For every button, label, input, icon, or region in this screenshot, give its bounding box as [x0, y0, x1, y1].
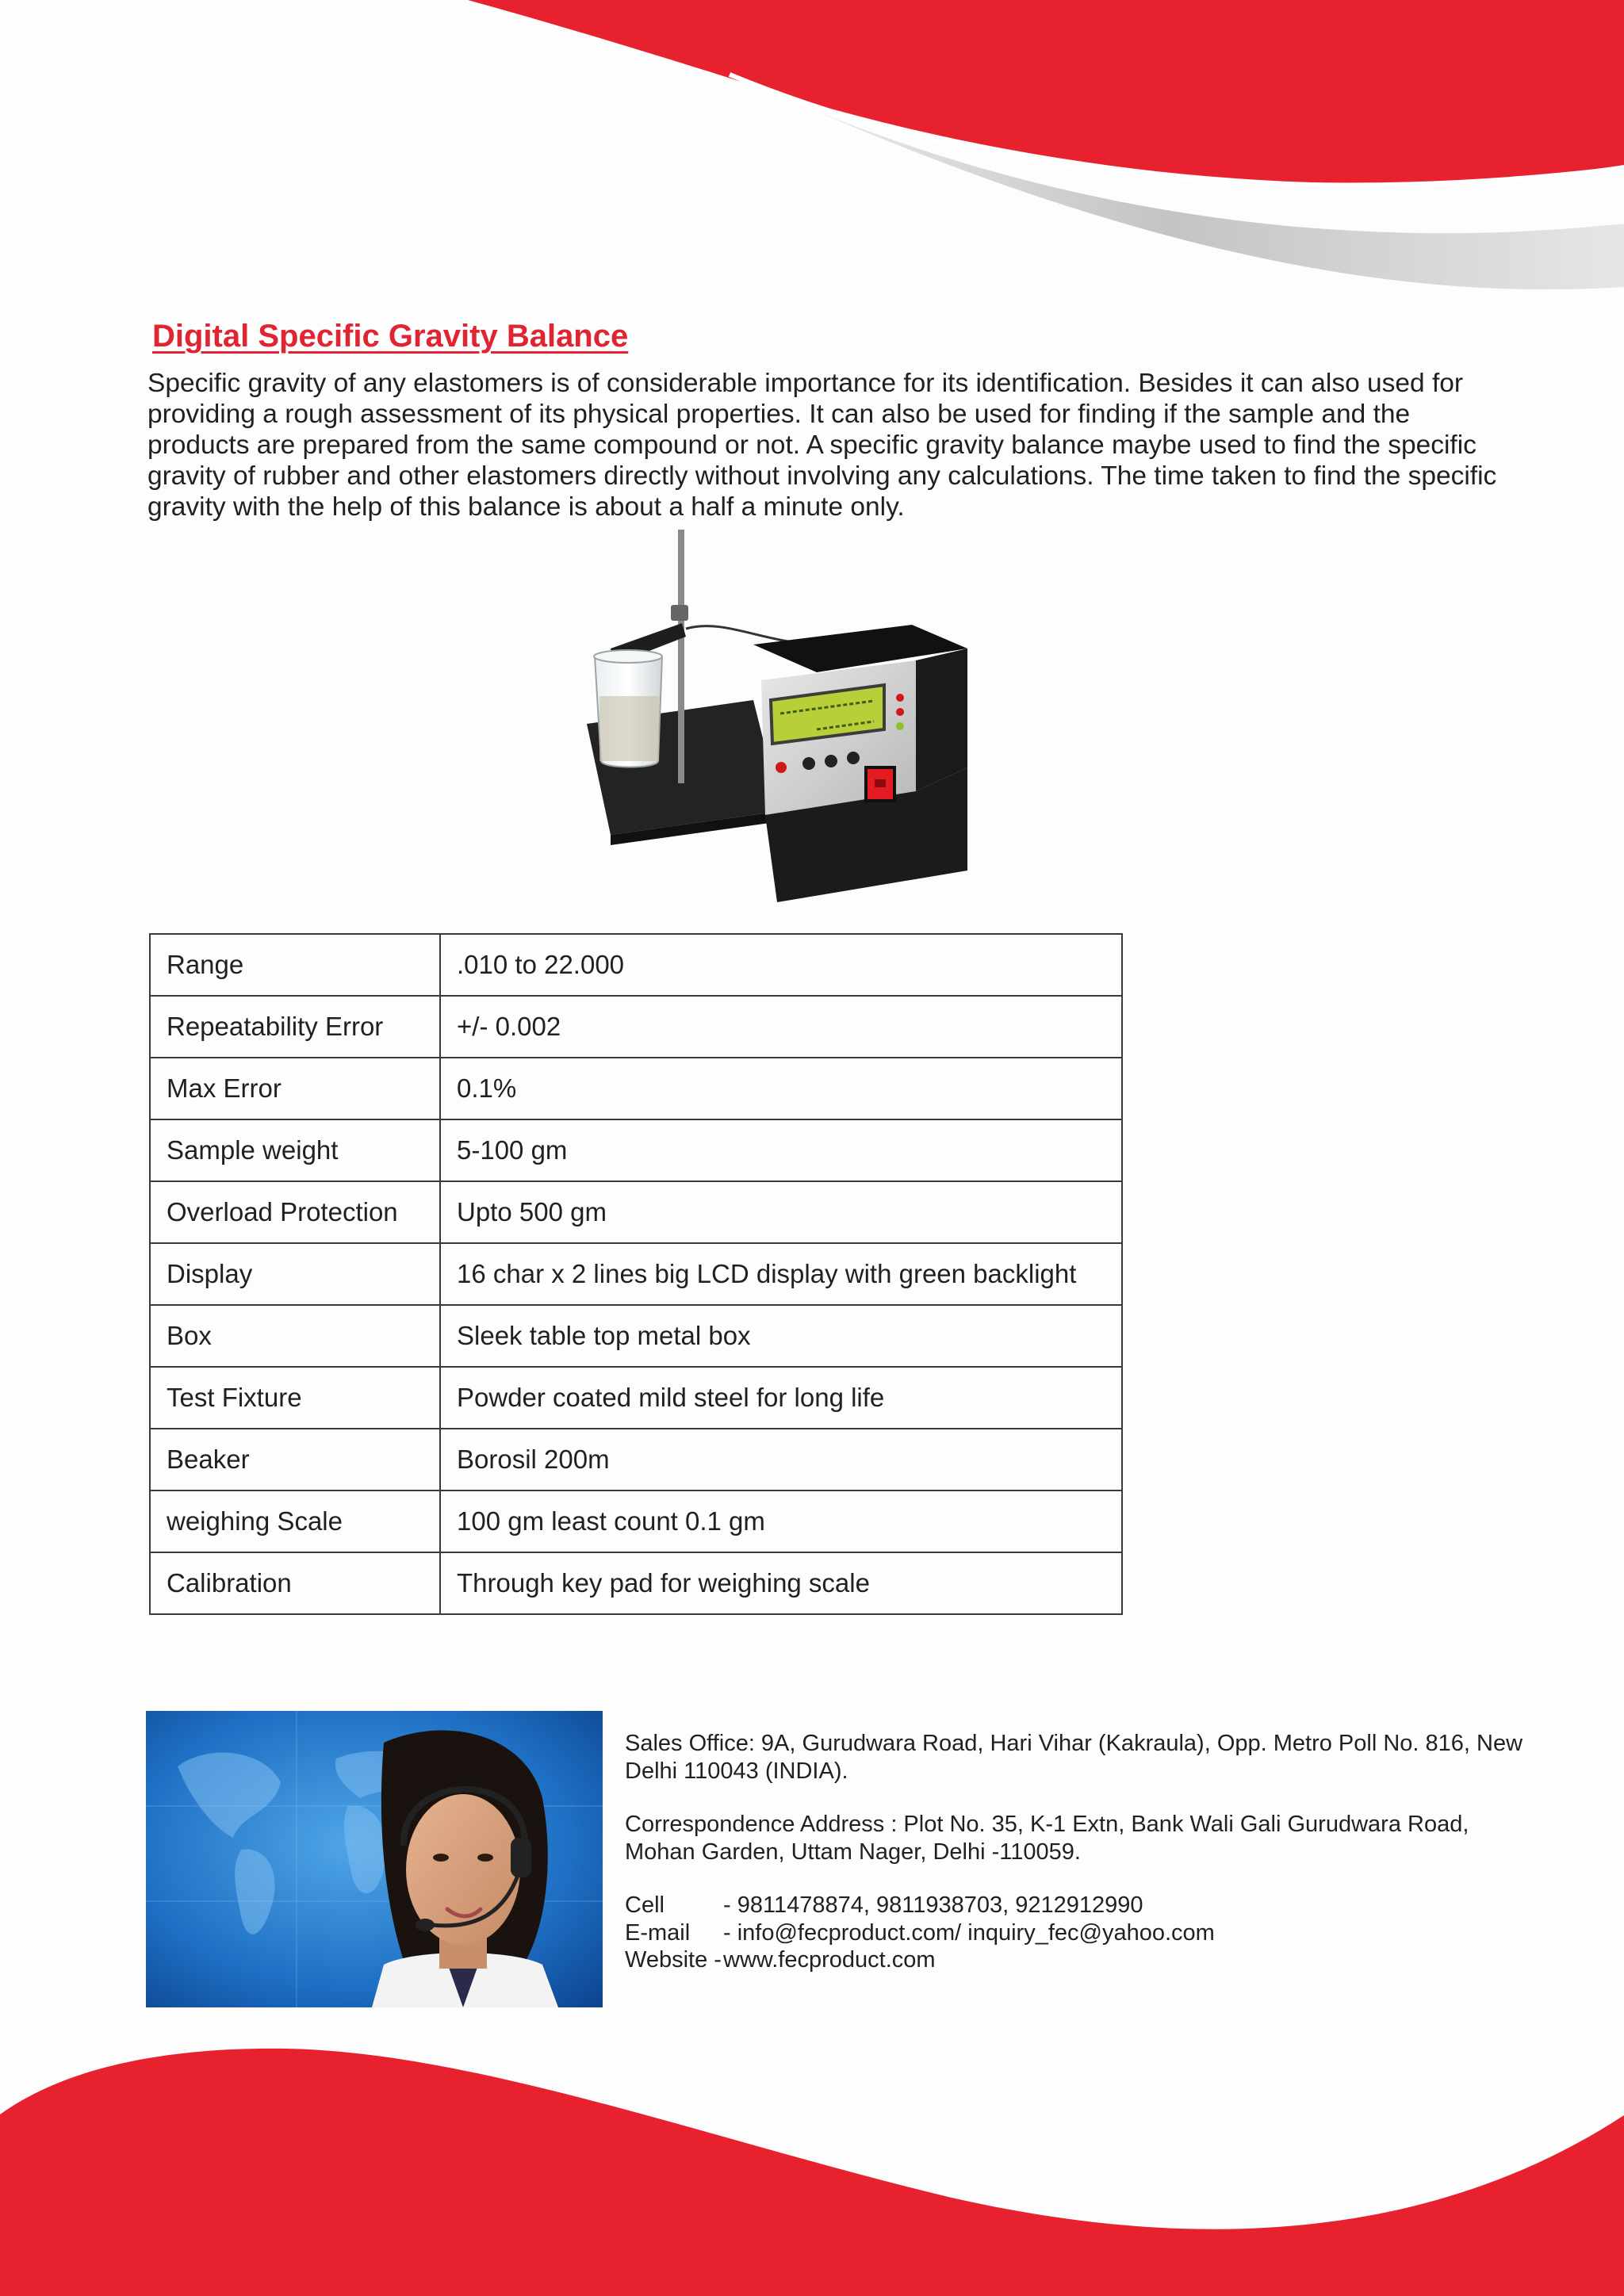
spec-label: Max Error — [150, 1058, 440, 1119]
panel-button — [776, 762, 787, 773]
spec-label: Test Fixture — [150, 1367, 440, 1429]
spec-row — [150, 1305, 1122, 1367]
spec-label: Sample weight — [150, 1119, 440, 1181]
spec-value: 0.1% — [440, 1058, 1122, 1119]
website-link[interactable]: www.fecproduct.com — [723, 1947, 936, 1973]
spec-row — [150, 1552, 1122, 1614]
spec-row — [150, 996, 1122, 1058]
spec-row — [150, 1058, 1122, 1119]
spec-value: +/- 0.002 — [440, 996, 1122, 1058]
spec-value: 5-100 gm — [440, 1119, 1122, 1181]
red-wave-band — [0, 2049, 1624, 2296]
spec-value: Through key pad for weighing scale — [440, 1552, 1122, 1614]
spec-value: .010 to 22.000 — [440, 934, 1122, 996]
customer-support-headset-photo — [146, 1711, 603, 2007]
spec-value: Powder coated mild steel for long life — [440, 1367, 1122, 1429]
spec-label: Beaker — [150, 1429, 440, 1490]
spec-label: weighing Scale — [150, 1490, 440, 1552]
contact-details — [625, 1730, 1545, 1974]
email-label: E-mail — [625, 1919, 691, 1946]
specifications-table — [149, 933, 1123, 1615]
spec-value: 100 gm least count 0.1 gm — [440, 1490, 1122, 1552]
email-row — [625, 1919, 1545, 1947]
spec-row — [150, 1181, 1122, 1243]
spec-value: Sleek table top metal box — [440, 1305, 1122, 1367]
top-swoosh-decoration — [0, 0, 1624, 301]
spec-label: Calibration — [150, 1552, 440, 1614]
sales-office-address: Sales Office: 9A, Gurudwara Road, Hari Vihar (Kakraula), Opp. Metro Poll No. 816, New Delhi 110043 (INDIA). — [625, 1731, 1523, 1784]
spec-value: Borosil 200m — [440, 1429, 1122, 1490]
page-title: Digital Specific Gravity Balance — [152, 319, 629, 354]
cell-label: Cell — [625, 1892, 665, 1918]
spec-value: Upto 500 gm — [440, 1181, 1122, 1243]
spec-value: 16 char x 2 lines big LCD display with green backlight — [440, 1243, 1122, 1305]
website-row — [625, 1946, 1545, 1974]
spec-row — [150, 1243, 1122, 1305]
cell-numbers: - 9811478874, 9811938703, 9212912990 — [723, 1892, 1143, 1918]
specific-gravity-balance-photo — [579, 530, 991, 926]
spec-row — [150, 1490, 1122, 1552]
website-label: Website - — [625, 1947, 722, 1973]
spec-label: Repeatability Error — [150, 996, 440, 1058]
spec-label: Display — [150, 1243, 440, 1305]
spec-row — [150, 1367, 1122, 1429]
intro-paragraph: Specific gravity of any elastomers is of considerable importance for its identification. Besides it can also used for providing a rough assessment of its physical properties. It can also be used for finding if the sample and the products are prepared from the same compound or not. A specific gravity balance maybe used to find the specific gravity of rubber and other elastomers directly without involving any calculations. The time taken to find the specific gravity with the help of this balance is about a half a minute only. — [147, 369, 1497, 522]
correspondence-address: Correspondence Address : Plot No. 35, K-1 Extn, Bank Wali Gali Gurudwara Road, Mohan Garden, Uttam Nager, Delhi -110059. — [625, 1812, 1469, 1865]
email-addresses: - info@fecproduct.com/ inquiry_fec@yahoo.com — [723, 1919, 1215, 1946]
spec-row — [150, 934, 1122, 996]
cell-row — [625, 1892, 1545, 1919]
bottom-swoosh-decoration — [0, 2014, 1624, 2296]
spec-label: Box — [150, 1305, 440, 1367]
spec-row — [150, 1119, 1122, 1181]
spec-label: Range — [150, 934, 440, 996]
stand-rod — [678, 530, 684, 783]
spec-label: Overload Protection — [150, 1181, 440, 1243]
red-swoosh-band — [468, 0, 1624, 183]
spec-row — [150, 1429, 1122, 1490]
